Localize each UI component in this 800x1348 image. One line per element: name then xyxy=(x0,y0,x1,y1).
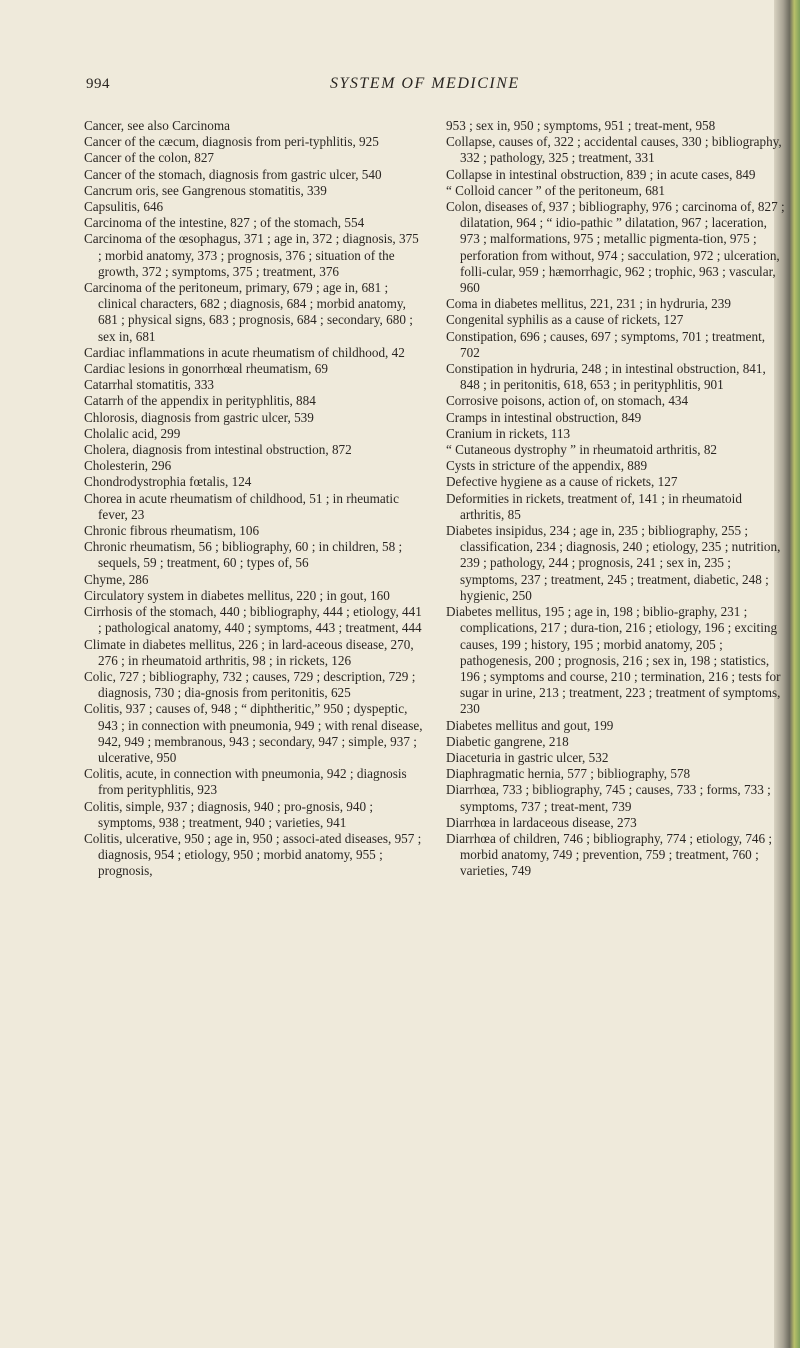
index-entry: Cardiac lesions in gonorrhœal rheumatism, 69 xyxy=(84,361,328,377)
index-entry: Chronic rheumatism, 56 ; bibliography, 60 ; in children, 58 ; sequels, 59 ; treatment, 60 ; types of, 56 xyxy=(84,539,403,571)
index-entry: “ Colloid cancer ” of the peritoneum, 681 xyxy=(446,182,665,198)
index-entry: Chronic fibrous rheumatism, 106 xyxy=(84,523,260,539)
index-entry: Cholesterin, 296 xyxy=(84,458,172,474)
index-entry: Cranium in rickets, 113 xyxy=(446,425,571,441)
index-column-left xyxy=(84,118,424,880)
index-column-right xyxy=(446,118,786,880)
index-entry: Circulatory system in diabetes mellitus, 220 ; in gout, 160 xyxy=(84,587,390,603)
index-entry: Cancer of the cæcum, diagnosis from peri-typhlitis, 925 xyxy=(84,134,379,150)
index-entry: Cholalic acid, 299 xyxy=(84,425,181,441)
index-entry: Diarrhœa in lardaceous disease, 273 xyxy=(446,814,637,830)
index-entry: Cancer, see also Carcinoma xyxy=(84,118,230,133)
index-entry: Capsulitis, 646 xyxy=(84,199,164,215)
index-entry: Diaceturia in gastric ulcer, 532 xyxy=(446,749,609,765)
index-entry: Diabetes mellitus and gout, 199 xyxy=(446,717,614,733)
page-header xyxy=(0,70,800,100)
index-entry: Climate in diabetes mellitus, 226 ; in lard-aceous disease, 270, 276 ; in rheumatoid arthritis, 98 ; in rickets, 126 xyxy=(84,636,414,668)
index-entry: Constipation in hydruria, 248 ; in intestinal obstruction, 841, 848 ; in peritonitis, 618, 653 ; in perityphlitis, 901 xyxy=(446,361,766,393)
index-entry: Constipation, 696 ; causes, 697 ; symptoms, 701 ; treatment, 702 xyxy=(446,328,766,360)
index-entry: Collapse in intestinal obstruction, 839 ; in acute cases, 849 xyxy=(446,166,756,182)
index-entry: Carcinoma of the peritoneum, primary, 679 ; age in, 681 ; clinical characters, 682 ; diagnosis, 684 ; morbid anatomy, 681 ; physical signs, 683 ; prognosis, 684 ; secondary, 680 ; sex in, 681 xyxy=(84,280,413,344)
index-entry: Colitis, 937 ; causes of, 948 ; “ diphtheritic,” 950 ; dyspeptic, 943 ; in connection with pneumonia, 949 ; with renal disease, 942, 949 ; membranous, 943 ; secondary, 947 ; simple, 937 ; ulcerative, 950 xyxy=(84,701,423,765)
index-entry: Cancrum oris, see Gangrenous stomatitis, 339 xyxy=(84,182,327,198)
index-entry: Colic, 727 ; bibliography, 732 ; causes, 729 ; description, 729 ; diagnosis, 730 ; dia-gnosis from peritonitis, 625 xyxy=(84,668,416,701)
index-entry: Diabetes mellitus, 195 ; age in, 198 ; biblio-graphy, 231 ; complications, 217 ; dura-tion, 216 ; etiology, 196 ; exciting causes, 199 ; history, 195 ; morbid anatomy, 205 ; pathogenesis, 200 ; prognosis, 216 ; sex in, 198 ; statistics, 196 ; symptoms and course, 210 ; termination, 216 ; tests for sugar in urine, 213 ; treatment, 223 ; treatment of symptoms, 230 xyxy=(446,604,781,717)
index-entry: Cramps in intestinal obstruction, 849 xyxy=(446,409,642,425)
index-entry: Defective hygiene as a cause of rickets, 127 xyxy=(446,474,678,490)
index-entry: Chlorosis, diagnosis from gastric ulcer, 539 xyxy=(84,409,314,425)
index-entry: Diabetic gangrene, 218 xyxy=(446,733,569,749)
index-entry: Cancer of the colon, 827 xyxy=(84,150,215,166)
index-entry: Collapse, causes of, 322 ; accidental causes, 330 ; bibliography, 332 ; pathology, 325 ; treatment, 331 xyxy=(446,134,782,166)
index-entry: Cancer of the stomach, diagnosis from gastric ulcer, 540 xyxy=(84,166,382,182)
index-entry: Chorea in acute rheumatism of childhood, 51 ; in rheumatic fever, 23 xyxy=(84,490,399,522)
index-entry: Carcinoma of the œsophagus, 371 ; age in, 372 ; diagnosis, 375 ; morbid anatomy, 373 ; prognosis, 376 ; situation of the growth, 372 ; symptoms, 375 ; treatment, 376 xyxy=(84,231,419,279)
index-entry: Diarrhœa of children, 746 ; bibliography, 774 ; etiology, 746 ; morbid anatomy, 749 ; prevention, 759 ; treatment, 760 ; varieties, 749 xyxy=(446,830,773,879)
index-entry: Colitis, simple, 937 ; diagnosis, 940 ; pro-gnosis, 940 ; symptoms, 938 ; treatment, 940 ; varieties, 941 xyxy=(84,798,374,830)
running-title: SYSTEM OF MEDICINE xyxy=(330,75,520,92)
index-entry: Colitis, ulcerative, 950 ; age in, 950 ; associ-ated diseases, 957 ; diagnosis, 954 ; etiology, 950 ; morbid anatomy, 955 ; prognosis, xyxy=(84,830,422,879)
index-entry: Diabetes insipidus, 234 ; age in, 235 ; bibliography, 255 ; classification, 234 ; diagnosis, 240 ; etiology, 235 ; nutrition, 239 ; pathology, 244 ; prognosis, 241 ; sex in, 235 ; symptoms, 237 ; treatment, 245 ; treatment, diabetic, 248 ; hygienic, 250 xyxy=(446,523,781,603)
index-entry: Cholera, diagnosis from intestinal obstruction, 872 xyxy=(84,442,352,458)
index-entry: “ Cutaneous dystrophy ” in rheumatoid arthritis, 82 xyxy=(446,442,718,458)
index-entry: Diaphragmatic hernia, 577 ; bibliography, 578 xyxy=(446,766,691,782)
index-entry: Colon, diseases of, 937 ; bibliography, 976 ; carcinoma of, 827 ; dilatation, 964 ; “ idio-pathic ” dilatation, 967 ; laceration, 973 ; malformations, 975 ; metallic pigmenta-tion, 975 ; perforation from without, 974 ; sacculation, 972 ; ulceration, folli-cular, 959 ; hæmorrhagic, 962 ; trophic, 963 ; vascular, 960 xyxy=(446,199,785,296)
index-entry: Diarrhœa, 733 ; bibliography, 745 ; causes, 733 ; forms, 733 ; symptoms, 737 ; treat-ment, 739 xyxy=(446,782,771,814)
index-entry: Cardiac inflammations in acute rheumatism of childhood, 42 xyxy=(84,344,405,360)
index-entry: Catarrhal stomatitis, 333 xyxy=(84,377,215,393)
index-entry: Colitis, acute, in connection with pneumonia, 942 ; diagnosis from perityphlitis, 923 xyxy=(84,766,407,798)
index-entry: Cysts in stricture of the appendix, 889 xyxy=(446,458,648,474)
index-entry: Corrosive poisons, action of, on stomach, 434 xyxy=(446,393,689,409)
index-entry: Cirrhosis of the stomach, 440 ; bibliography, 444 ; etiology, 441 ; pathological anatomy, 440 ; symptoms, 443 ; treatment, 444 xyxy=(84,604,422,636)
index-entry: Catarrh of the appendix in perityphlitis, 884 xyxy=(84,393,316,409)
index-entry: Deformities in rickets, treatment of, 141 ; in rheumatoid arthritis, 85 xyxy=(446,490,742,522)
index-entry: 953 ; sex in, 950 ; symptoms, 951 ; treat-ment, 958 xyxy=(446,118,716,133)
index-entry: Congenital syphilis as a cause of rickets, 127 xyxy=(446,312,684,328)
index-entry: Coma in diabetes mellitus, 221, 231 ; in hydruria, 239 xyxy=(446,296,731,312)
index-entry: Carcinoma of the intestine, 827 ; of the stomach, 554 xyxy=(84,215,365,231)
index-entry: Chondrodystrophia fœtalis, 124 xyxy=(84,474,252,490)
index-entry: Chyme, 286 xyxy=(84,571,149,587)
page-number: 994 xyxy=(86,76,110,92)
